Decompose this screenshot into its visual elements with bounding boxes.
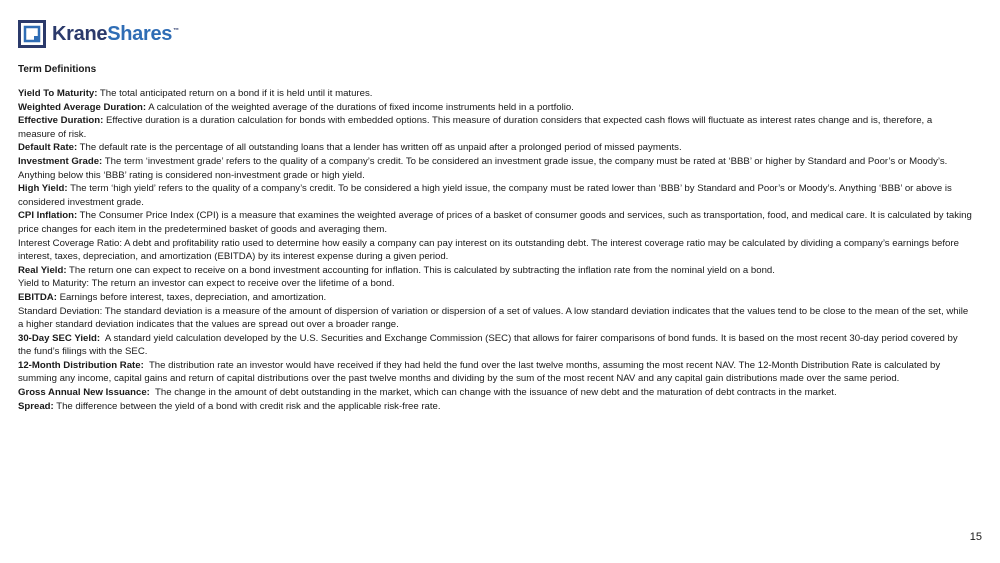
definition-text: The term ‘investment grade’ refers to the quality of a company’s credit. To be considered an investment grade issue, the company must be rated at ‘BBB’ or higher by Standard and Poor’s or Moody’s. Anything below this ‘BBB’ rating is considered non-investment grade or high yield. bbox=[18, 155, 950, 181]
definitions-list bbox=[18, 87, 975, 413]
definition-term: 30-Day SEC Yield: bbox=[18, 332, 101, 344]
definition-text: A calculation of the weighted average of the durations of fixed income instruments held in a portfolio. bbox=[146, 101, 574, 113]
definition-item bbox=[18, 141, 972, 155]
logo-wordmark bbox=[52, 23, 179, 46]
definition-item bbox=[18, 209, 975, 236]
definition-text: The change in the amount of debt outstanding in the market, which can change with the issuance of new debt and the maturation of debt contracts in the market. bbox=[149, 387, 837, 399]
definition-item bbox=[18, 101, 972, 115]
definition-text: The default rate is the percentage of all outstanding loans that a lender has written off as unpaid after a prolonged period of missed payments. bbox=[77, 142, 682, 154]
definition-text: The difference between the yield of a bond with credit risk and the applicable risk-free rate. bbox=[53, 400, 441, 412]
page-number: 15 bbox=[969, 531, 982, 543]
definition-text: The return an investor can expect to receive over the lifetime of a bond. bbox=[89, 278, 395, 290]
definition-item bbox=[18, 264, 972, 278]
definition-text: A debt and profitability ratio used to determine how easily a company can pay interest on its outstanding debt. The interest coverage ratio may be calculated by dividing a company’s earnings before interest, taxes, depreciation, and amortization (EBITDA) by its interest expense during a given period. bbox=[18, 237, 962, 263]
definition-text: Effective duration is a duration calculation for bonds with embedded options. This measure of duration considers that expected cash flows will fluctuate as interest rates change and is, therefore, a measure of risk. bbox=[18, 115, 935, 140]
definition-item bbox=[18, 237, 972, 264]
definition-item bbox=[18, 305, 972, 332]
definition-text: The Consumer Price Index (CPI) is a measure that examines the weighted average of prices of a basket of consumer goods and services, such as transportation, food, and medical care. It is calculated by taking price changes for each item in the predetermined basket of goods and averaging them. bbox=[18, 210, 975, 235]
definition-term: CPI Inflation: bbox=[18, 210, 78, 222]
definition-text: The return one can expect to receive on a bond investment accounting for inflation. This is calculated by subtracting the inflation rate from the nominal yield on a bond. bbox=[66, 264, 775, 276]
definition-term: Investment Grade: bbox=[18, 155, 103, 167]
definition-term: High Yield: bbox=[18, 183, 68, 195]
definition-item bbox=[18, 277, 972, 291]
definition-term: Yield To Maturity: bbox=[18, 88, 98, 99]
definition-term: Spread: bbox=[18, 400, 54, 412]
definition-term: Weighted Average Duration: bbox=[18, 101, 147, 113]
definition-item bbox=[18, 386, 972, 400]
definition-text: The distribution rate an investor would have received if they had held the fund over the last twelve months, assuming the most recent NAV. The 12-Month Distribution Rate is calculated by summing any income, capital gains and return of capital distributions over the past twelve months and dividing by the sum of the most recent NAV and any capital gain distributions made over the same period. bbox=[18, 359, 943, 385]
logo-wordmark-part1: Krane bbox=[52, 22, 108, 45]
definition-text: Earnings before interest, taxes, depreciation, and amortization. bbox=[56, 291, 327, 303]
definition-text: A standard yield calculation developed by the U.S. Securities and Exchange Commission (SEC) that allows for fairer comparisons of bond funds. It is based on the most recent 30-day period covered by the fund’s filings with the SEC. bbox=[18, 332, 961, 358]
definition-item bbox=[18, 155, 972, 182]
definition-term: Interest Coverage Ratio: bbox=[18, 237, 122, 249]
definition-term: Yield to Maturity: bbox=[18, 278, 90, 290]
definition-text: The term ‘high yield’ refers to the quality of a company’s credit. To be considered a high yield issue, the company must be rated lower than ‘BBB’ by Standard and Poor’s or Moody’s. Anything ‘BBB’ or above is considered investment grade. bbox=[18, 183, 955, 208]
kraneshares-logo bbox=[18, 18, 179, 50]
definition-term: Gross Annual New Issuance: bbox=[18, 387, 150, 399]
definition-item bbox=[18, 87, 972, 101]
logo-wordmark-part2: Shares bbox=[107, 22, 173, 45]
definition-item bbox=[18, 291, 972, 305]
definition-text: The total anticipated return on a bond if it is held until it matures. bbox=[97, 88, 373, 99]
definition-term: Standard Deviation: bbox=[18, 305, 103, 317]
definition-item bbox=[18, 359, 972, 386]
kraneshares-logo-icon bbox=[18, 20, 46, 48]
definition-term: Default Rate: bbox=[18, 142, 78, 154]
definition-item bbox=[18, 400, 972, 414]
section-title: Term Definitions bbox=[18, 64, 97, 75]
definition-item bbox=[18, 332, 972, 359]
trademark-symbol: ™ bbox=[173, 27, 179, 34]
definition-term: Effective Duration: bbox=[18, 115, 104, 127]
definition-term: Real Yield: bbox=[18, 264, 67, 276]
definition-term: 12-Month Distribution Rate: bbox=[18, 359, 144, 371]
definition-item bbox=[18, 182, 972, 209]
definition-item bbox=[18, 114, 972, 141]
definition-term: EBITDA: bbox=[18, 291, 57, 303]
definition-text: The standard deviation is a measure of the amount of dispersion of variation or dispersion of a set of values. A low standard deviation indicates that the values tend to be close to the mean of the set, while a higher standard deviation indicates that the values are spread out over a broader range. bbox=[18, 305, 971, 331]
